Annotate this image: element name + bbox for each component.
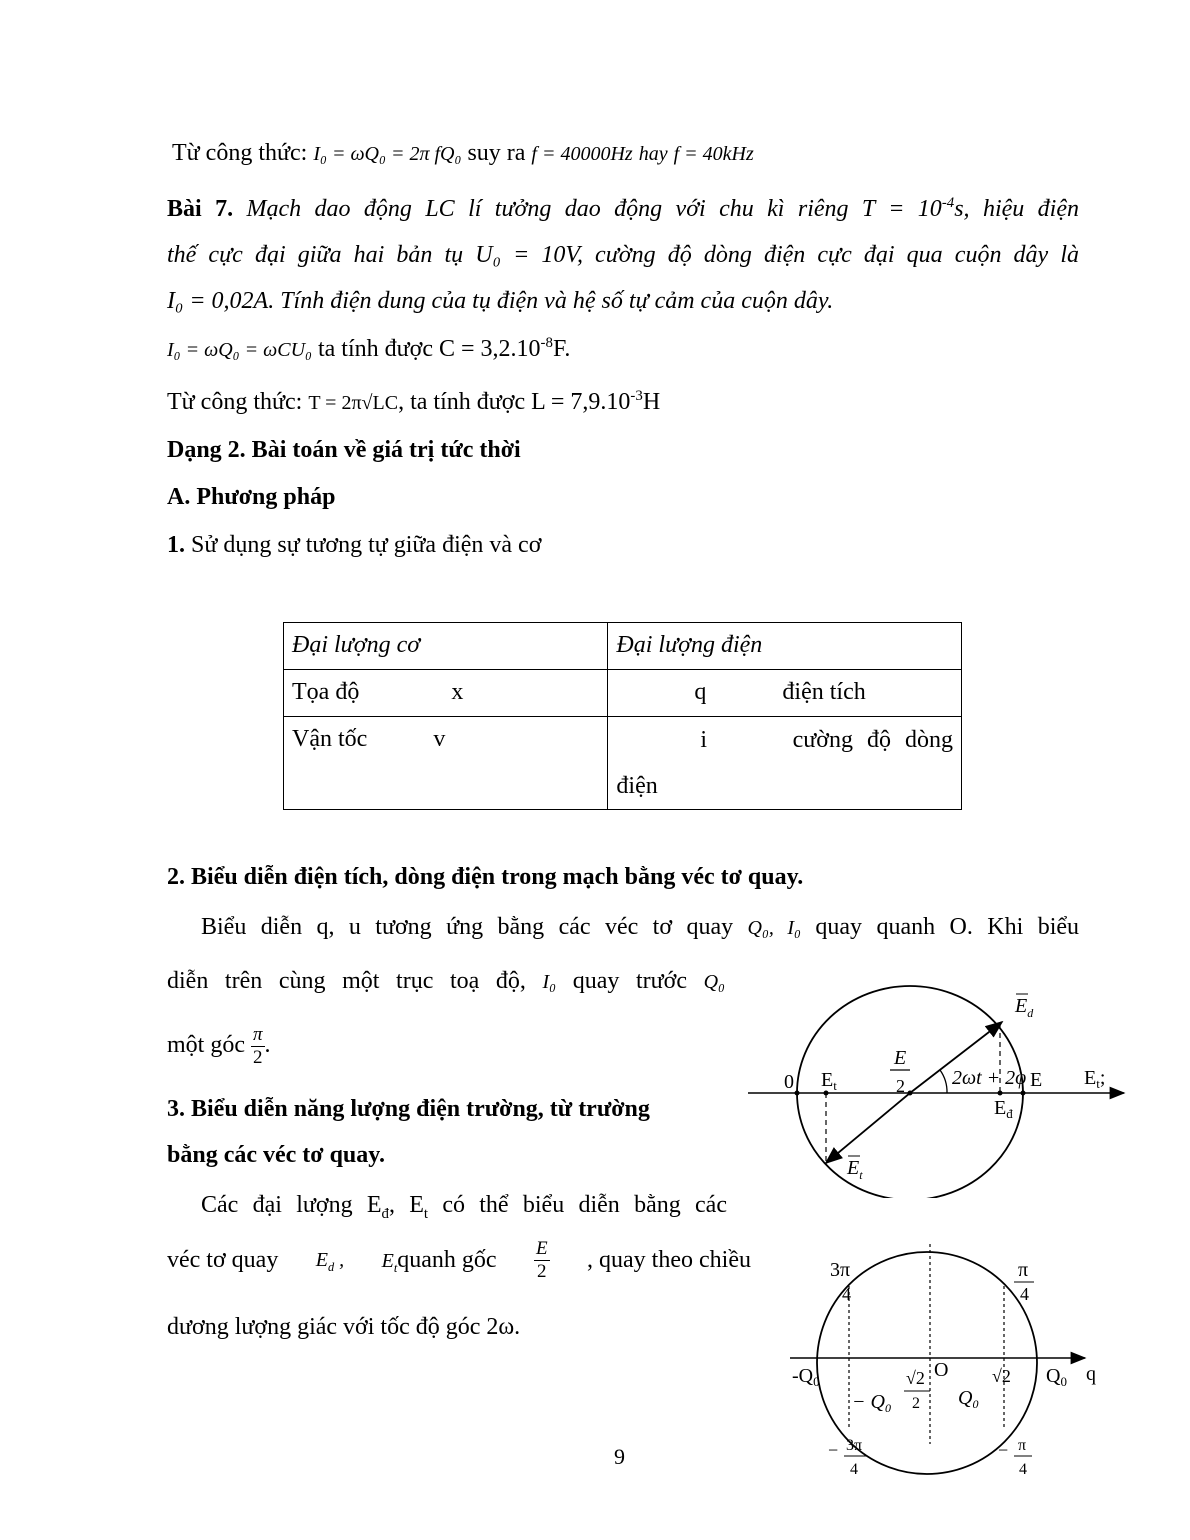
label-negpi-den: 4 — [1019, 1461, 1027, 1478]
point-center — [908, 1091, 913, 1096]
elec-row-2 — [616, 717, 953, 763]
table-cell — [608, 717, 962, 810]
bai7-exp: -4 — [941, 195, 955, 211]
bai7-text-1: Mạch dao động LC lí tưởng dao động với chu kì riêng T = 10 — [246, 196, 942, 222]
s3-p2-vec1: $E_d$ , — [315, 1249, 345, 1274]
label-pi-num: π — [1018, 1259, 1029, 1281]
elec-sym: i — [700, 727, 708, 753]
sol2-text: , ta tính được L = 7,9.10 — [398, 389, 631, 415]
l1-result-khz: f = 40kHz — [673, 143, 754, 165]
analogy-table — [283, 622, 962, 810]
label-two-left: 2 — [912, 1395, 920, 1412]
label-negpi-num: π — [1018, 1437, 1027, 1454]
frac-num: π — [253, 1023, 263, 1045]
bai7-line-3: I₀ = 0,02A. Tính điện dung của tụ điện và hệ số tự cảm của cuộn dây. — [167, 288, 834, 314]
table-header-mech: Đại lượng cơ — [284, 623, 608, 670]
sol2-exp: -3 — [630, 388, 643, 404]
item1-text: Sử dụng sự tương tự giữa điện và cơ — [191, 532, 542, 558]
label-e: E — [1030, 1069, 1043, 1091]
e-over-2-fraction: $\frac{E}{2}$ — [536, 1238, 548, 1282]
s2-p2-text: diễn trên cùng một trục toạ độ, — [167, 968, 526, 994]
mech-sym: x — [451, 679, 464, 705]
point-e — [1021, 1091, 1026, 1096]
elec-name: điện tích — [782, 679, 866, 705]
section-3-p3: dương lượng giác với tốc độ góc 2ω. — [167, 1314, 521, 1340]
label-3pi-den: 4 — [842, 1284, 851, 1304]
s3-p1-mid: , E — [388, 1192, 424, 1218]
label-sqrt2-left: √2 — [906, 1368, 925, 1388]
label-angle: 2ωt + 2φ — [952, 1067, 1027, 1089]
s3-p1-text: Các đại lượng E — [201, 1192, 382, 1218]
sol1-formula: I₀ = ωQ₀ = ωCU₀ — [167, 339, 312, 361]
section-2-p2 — [167, 958, 725, 1005]
label-q0-frac: $Q_0$ — [958, 1387, 979, 1411]
section-3-heading-1: 3. Biểu diễn năng lượng điện trường, từ trường — [167, 1096, 650, 1122]
label-half-num: E — [894, 1047, 907, 1069]
s2-p2-vec1: I₀ — [542, 971, 557, 993]
label-axis: $E_t$; — [1084, 1067, 1106, 1091]
l1-prefix: Từ công thức: — [172, 140, 308, 166]
energy-rotating-vector-diagram — [740, 978, 1140, 1198]
label-negpi-sign: − — [998, 1440, 1009, 1460]
section-2-p3: một góc $\frac{\pi}{2}$ . — [167, 1023, 271, 1068]
sol2-prefix: Từ công thức: — [167, 389, 303, 415]
elec-name-cont: điện — [616, 773, 658, 799]
label-q0: $Q_0$ — [1046, 1365, 1067, 1389]
sol2-unit: H — [642, 389, 661, 415]
sol1-text: ta tính được C = 3,2.10 — [317, 336, 541, 362]
s2-p1-vec: Q₀, I₀ — [747, 917, 801, 939]
frac-den: 2 — [253, 1046, 263, 1068]
section-3-heading-2: bằng các véc tơ quay. — [167, 1142, 385, 1168]
table-cell — [608, 670, 962, 717]
s2-p2-vec2: Q₀ — [703, 971, 726, 993]
table-cell — [284, 717, 608, 810]
page-number: 9 — [614, 1444, 625, 1469]
section-2-p1 — [167, 904, 1079, 951]
bai7-line-1 — [167, 186, 1079, 232]
label-negq0: $-Q_0$ — [792, 1365, 820, 1389]
label-zero: 0 — [784, 1071, 794, 1093]
sol1-unit: F. — [552, 336, 571, 362]
label-pi-den: 4 — [1020, 1284, 1029, 1304]
solution-line-1 — [167, 336, 570, 363]
label-3pi-num: 3π — [830, 1259, 851, 1281]
point-ed — [998, 1091, 1003, 1096]
sol2-formula: T = 2π√LC — [308, 392, 399, 414]
pi-over-2-fraction — [251, 1024, 265, 1069]
item-1 — [167, 532, 541, 559]
s2-p1-end: quay quanh O. Khi biểu — [815, 914, 1080, 940]
bai7-label: Bài 7. — [167, 196, 234, 222]
mech-name: Vận tốc — [292, 726, 368, 752]
s2-p1-text: Biểu diễn q, u tương ứng bằng các véc tơ quay — [201, 914, 734, 940]
section-3-p1 — [167, 1182, 727, 1228]
label-neg3pi-den: 4 — [850, 1461, 858, 1478]
table-header-row — [284, 623, 962, 670]
point-et — [824, 1091, 829, 1096]
elec-sym: q — [694, 679, 707, 705]
label-et: $E_t$ — [821, 1069, 837, 1093]
section-3-p2 — [167, 1238, 751, 1283]
table-header-elec: Đại lượng điện — [608, 623, 962, 670]
table-cell — [284, 670, 608, 717]
label-neg3pi-sign: − — [828, 1440, 839, 1460]
label-neg3pi-num: 3π — [846, 1437, 863, 1454]
label-q: q — [1086, 1363, 1096, 1385]
s3-p1-end: có thể biểu diễn bằng các — [428, 1192, 727, 1218]
section-2-heading: 2. Biểu diễn điện tích, dòng điện trong mạch bằng véc tơ quay. — [167, 864, 804, 890]
formula-line-1 — [172, 140, 754, 167]
s3-p1-sub-t: t — [423, 1205, 429, 1222]
l1-mid: suy ra — [467, 140, 526, 166]
s2-p3-text: một góc — [167, 1032, 245, 1058]
angle-arc — [940, 1070, 947, 1093]
label-half-den: 2 — [896, 1076, 905, 1096]
s3-p1-sub-d: đ — [381, 1205, 389, 1222]
elec-name: cường độ dòng — [792, 727, 953, 753]
l1-hay: hay — [638, 143, 668, 165]
point-zero — [795, 1091, 800, 1096]
solution-line-2 — [167, 389, 660, 416]
label-ed: $E_đ$ — [994, 1097, 1013, 1121]
label-vec-ed: $E_d$ — [1015, 995, 1034, 1020]
item1-num: 1. — [167, 532, 185, 558]
table-row — [284, 670, 962, 717]
s2-p2-mid: quay trước — [572, 968, 687, 994]
sol1-exp: -8 — [540, 335, 553, 351]
l1-result-hz: f = 40000Hz — [531, 143, 633, 165]
s3-p2-end: , quay theo chiều — [587, 1247, 751, 1273]
bai7-line-2: thế cực đại giữa hai bản tụ U₀ = 10V, cường độ dòng điện cực đại qua cuộn dây là — [167, 242, 1079, 268]
section-a-heading: A. Phương pháp — [167, 484, 336, 510]
label-negq0-frac: − $Q_0$ — [852, 1391, 891, 1415]
label-o: O — [934, 1359, 949, 1381]
charge-phase-circle-diagram — [770, 1236, 1110, 1486]
s3-p2-vec2: $E_tquanh$ gốc — [381, 1247, 497, 1275]
label-vec-et: $E_t$ — [847, 1157, 863, 1182]
mech-sym: v — [433, 726, 446, 752]
mech-name: Tọa độ — [292, 679, 360, 705]
l1-formula: I₀ = ωQ₀ = 2π fQ₀ — [313, 143, 462, 165]
dang2-heading: Dạng 2. Bài toán về giá trị tức thời — [167, 437, 521, 463]
label-sqrt2-right: √2 — [992, 1366, 1011, 1386]
bai7-text-1-end: s, hiệu điện — [954, 196, 1079, 222]
vector-et — [826, 1093, 910, 1163]
table-row — [284, 717, 962, 810]
s3-p2-text: véc tơ quay — [167, 1247, 279, 1273]
